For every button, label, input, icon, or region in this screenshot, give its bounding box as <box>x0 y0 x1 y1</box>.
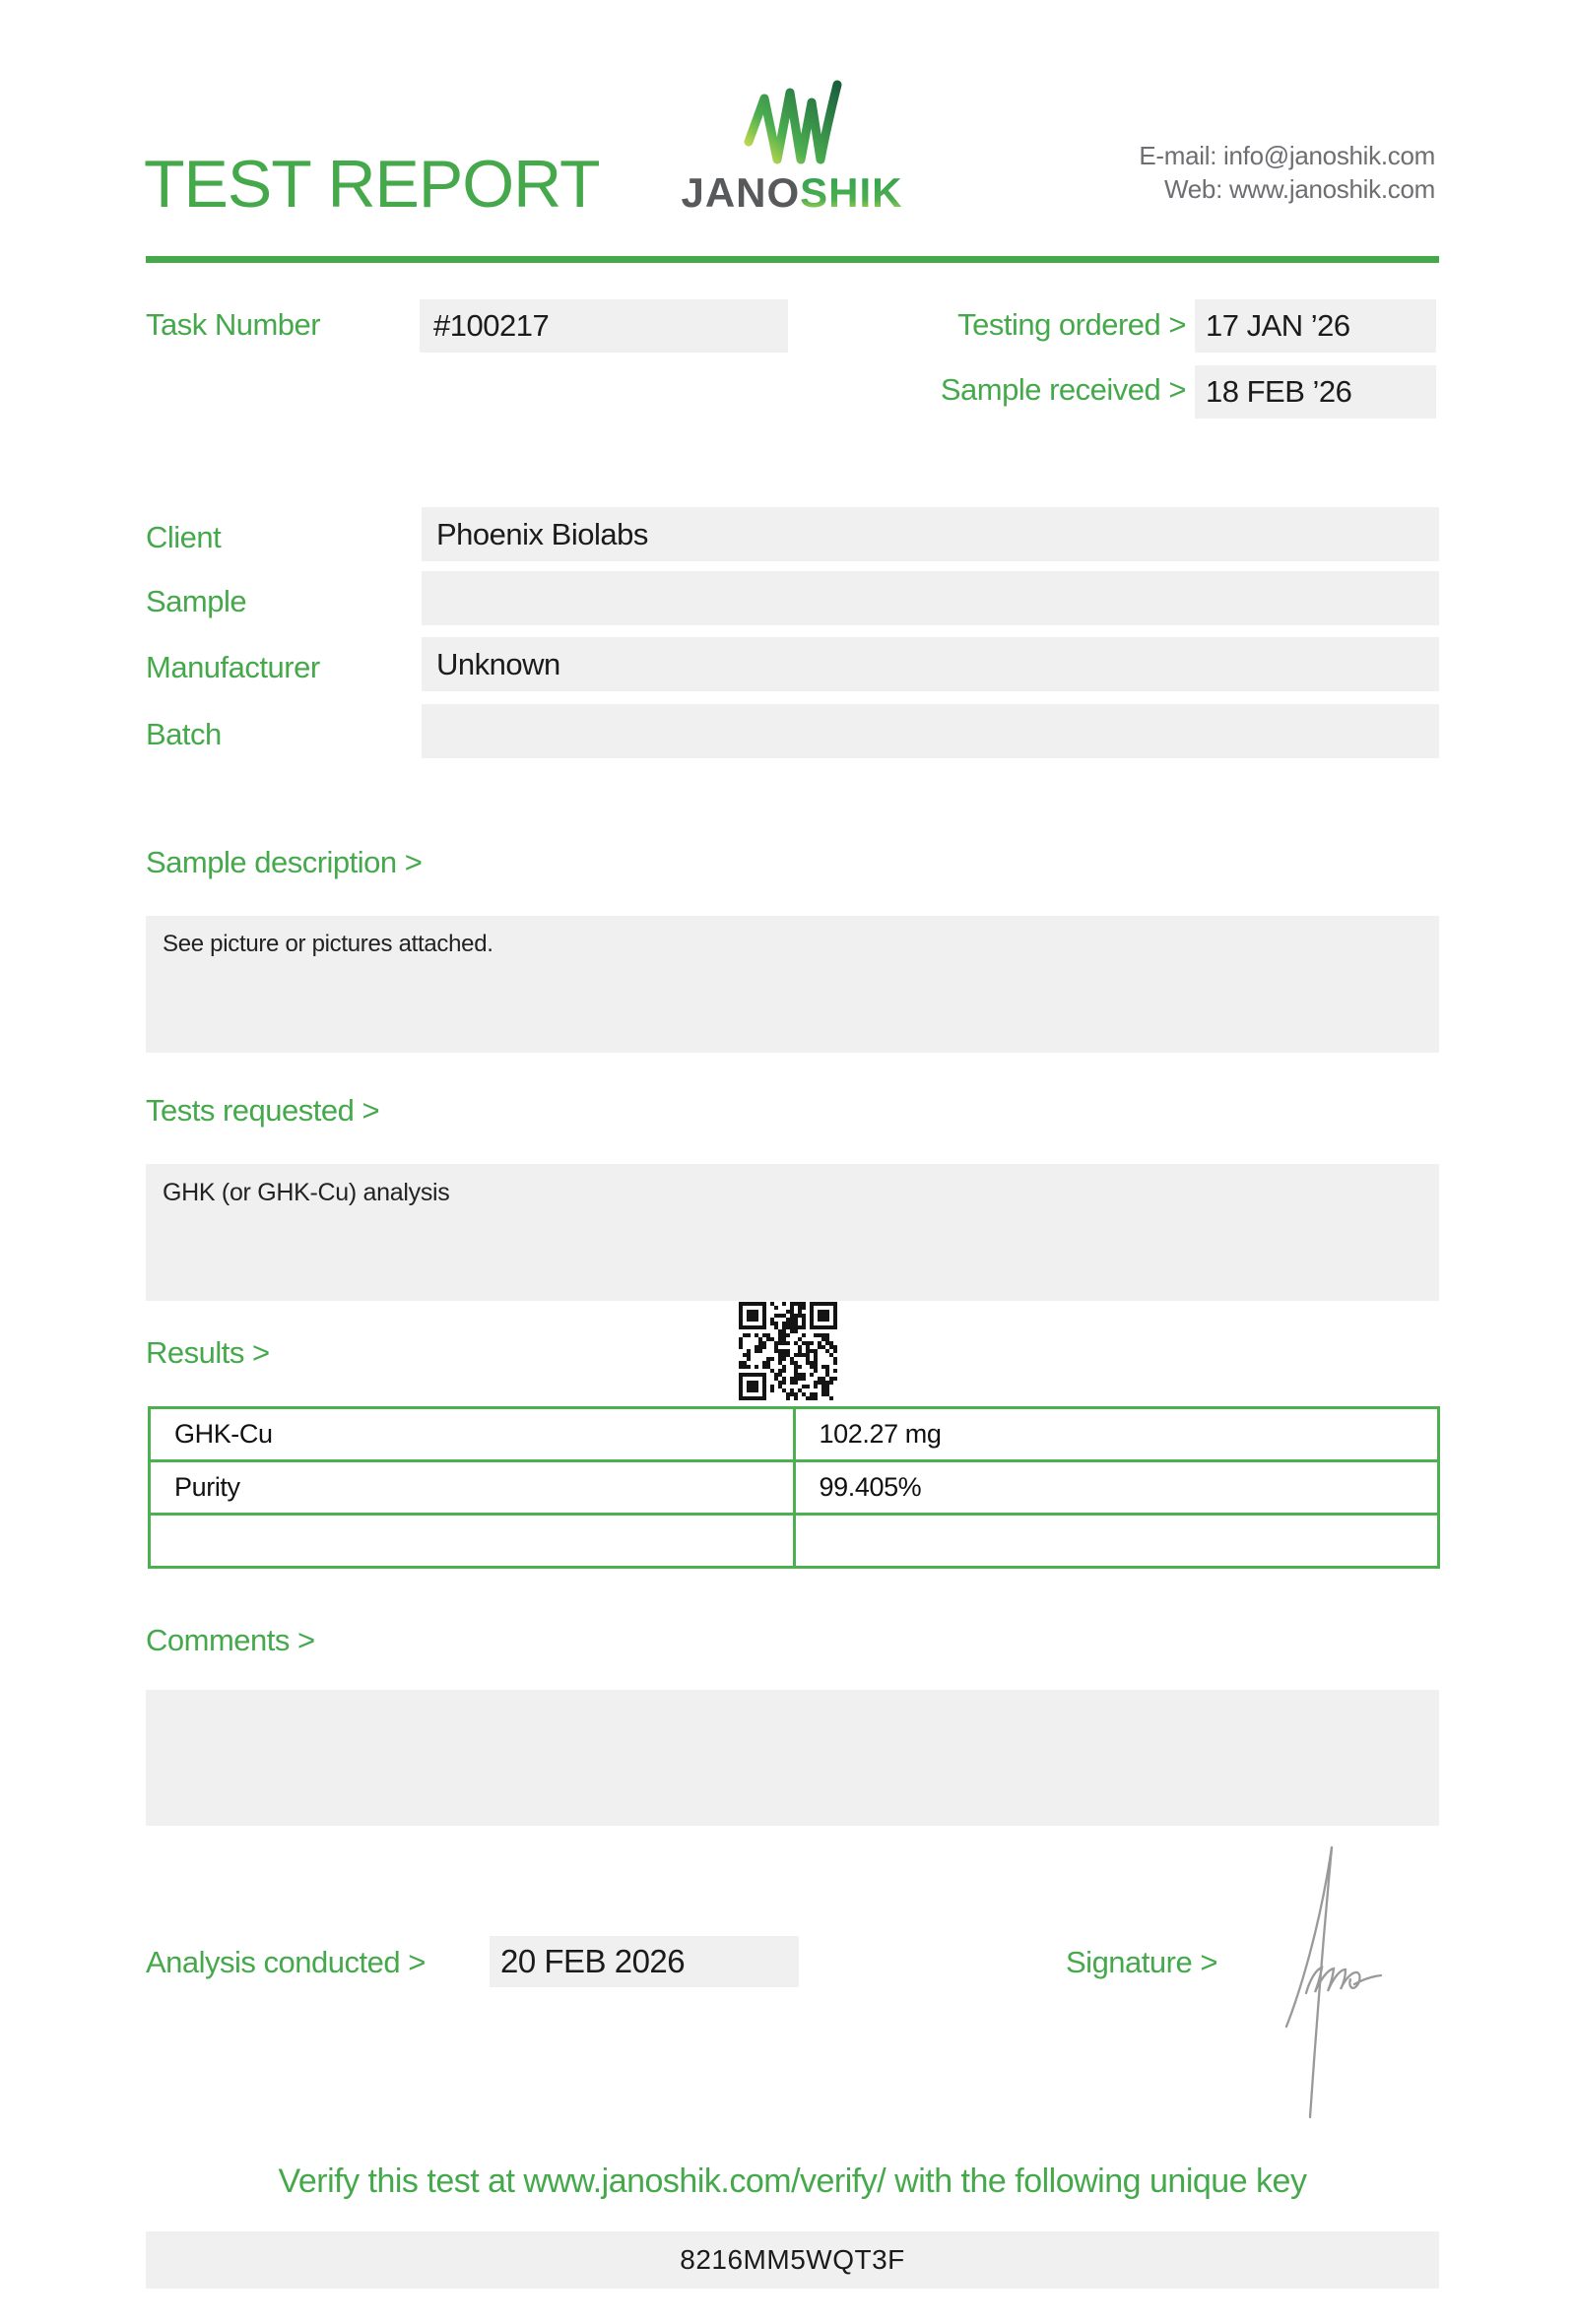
client-label: Client <box>146 520 222 554</box>
signature-image <box>1273 1834 1391 2129</box>
svg-text:JANOSHIK <box>681 169 902 216</box>
comments-box <box>146 1690 1439 1826</box>
result-value-cell <box>794 1515 1439 1568</box>
result-name-cell <box>150 1515 795 1568</box>
janoshik-logo <box>678 79 906 217</box>
logo-text-secondary: SHIK <box>800 169 903 216</box>
verify-key: 8216MM5WQT3F <box>146 2231 1439 2289</box>
task-number-value: #100217 <box>420 299 788 353</box>
growth-chart-icon <box>741 79 843 167</box>
manufacturer-value: Unknown <box>422 637 1439 691</box>
batch-value <box>422 704 1439 758</box>
signature-label: Signature > <box>1066 1945 1217 1979</box>
tests-requested-heading: Tests requested > <box>146 1093 380 1128</box>
client-value: Phoenix Biolabs <box>422 507 1439 561</box>
janoshik-wordmark <box>678 167 906 217</box>
result-value-cell: 102.27 mg <box>794 1408 1439 1461</box>
sample-value <box>422 571 1439 625</box>
result-name-cell: GHK-Cu <box>150 1408 795 1461</box>
testing-ordered-value: 17 JAN ’26 <box>1195 299 1436 353</box>
verify-instruction: Verify this test at www.janoshik.com/verify/ with the following unique key <box>278 2163 1307 2200</box>
results-table <box>148 1406 1440 1569</box>
sample-description-box: See picture or pictures attached. <box>146 916 1439 1053</box>
qr-code <box>739 1302 837 1400</box>
table-row <box>150 1408 1439 1461</box>
testing-ordered-label: Testing ordered > <box>957 307 1186 342</box>
tests-requested-box: GHK (or GHK-Cu) analysis <box>146 1164 1439 1301</box>
analysis-conducted-value: 20 FEB 2026 <box>490 1936 799 1987</box>
result-value-cell: 99.405% <box>794 1461 1439 1515</box>
contact-web: Web: www.janoshik.com <box>1164 174 1435 204</box>
table-row <box>150 1461 1439 1515</box>
manufacturer-label: Manufacturer <box>146 650 320 684</box>
batch-label: Batch <box>146 717 222 751</box>
task-number-label: Task Number <box>146 307 321 342</box>
contact-email: E-mail: info@janoshik.com <box>1139 141 1435 170</box>
comments-heading: Comments > <box>146 1623 315 1657</box>
result-name-cell: Purity <box>150 1461 795 1515</box>
results-heading: Results > <box>146 1335 270 1370</box>
contact-block <box>1039 139 1435 206</box>
sample-received-label: Sample received > <box>940 372 1186 407</box>
table-row <box>150 1515 1439 1568</box>
page-title: TEST REPORT <box>144 147 600 222</box>
sample-received-value: 18 FEB ’26 <box>1195 365 1436 419</box>
sample-label: Sample <box>146 584 247 618</box>
logo-text-primary: JANO <box>681 169 801 216</box>
header-divider <box>146 256 1439 263</box>
analysis-conducted-label: Analysis conducted > <box>146 1945 426 1979</box>
sample-description-heading: Sample description > <box>146 845 423 879</box>
